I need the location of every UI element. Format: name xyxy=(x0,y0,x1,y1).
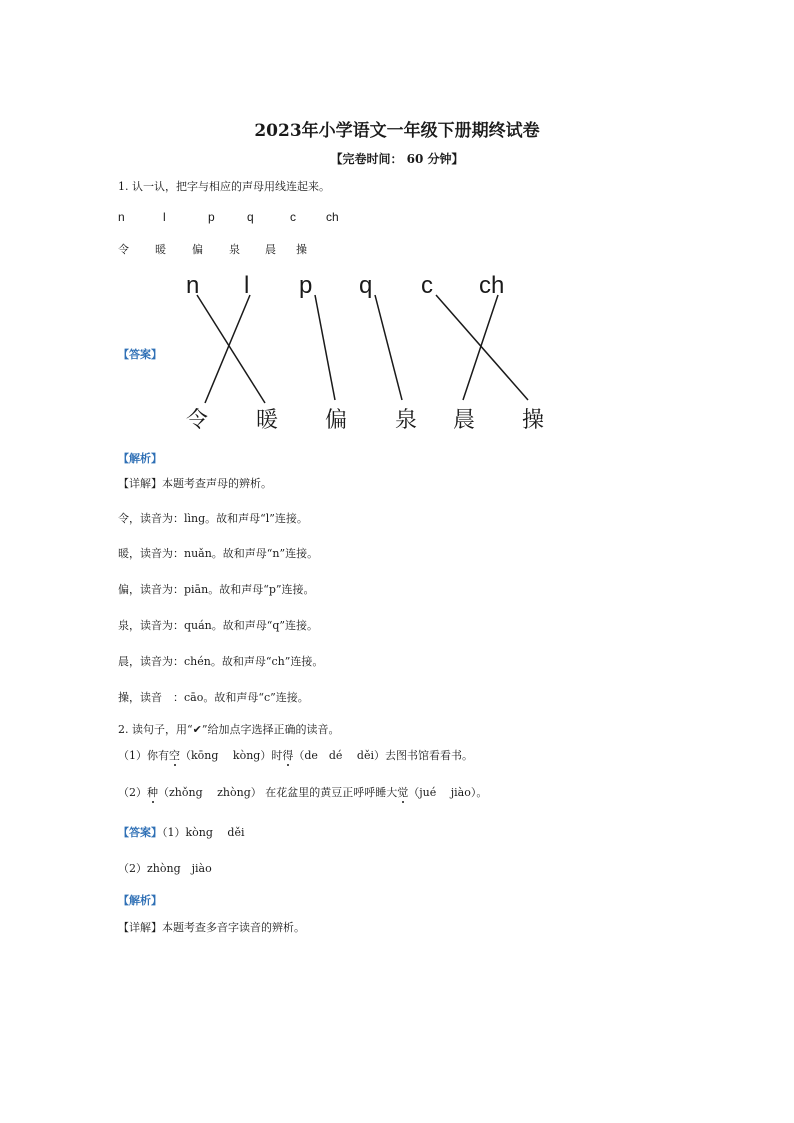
match-line-p-pian xyxy=(315,295,335,400)
explanation-quan: 泉，读音为：quán。故和声母“q”连接。 xyxy=(118,619,319,632)
figure-char-chen: 晨 xyxy=(453,407,476,432)
letter-l: l xyxy=(163,210,166,224)
char-cao: 操 xyxy=(296,243,307,256)
emphasized-char-zhong: 种 xyxy=(147,786,158,799)
answer-tag-1: 【答案】 xyxy=(118,348,162,361)
letter-c: c xyxy=(290,210,296,224)
explanation-ling: 令，读音为：lìng。故和声母“l”连接。 xyxy=(118,512,308,525)
char-ling: 令 xyxy=(118,243,129,256)
match-line-q-quan xyxy=(375,295,402,400)
detail-2: 【详解】本题考查多音字读音的辨析。 xyxy=(118,921,305,934)
figure-char-quan: 泉 xyxy=(395,407,418,432)
match-line-l-ling xyxy=(205,295,250,403)
page-title: 2023年小学语文一年级下册期终试卷 xyxy=(254,121,540,141)
emphasized-char-jiao: 觉 xyxy=(397,786,409,799)
answer-2-line-1: 【答案】（1）kòng děi xyxy=(118,826,245,839)
explanation-chen: 晨，读音为：chén。故和声母“ch”连接。 xyxy=(118,655,324,668)
char-pian: 偏 xyxy=(192,243,203,256)
letter-p: p xyxy=(208,210,215,224)
char-chen: 晨 xyxy=(265,243,276,256)
figure-char-pian: 偏 xyxy=(325,407,348,432)
question-2-prompt: 2. 读句子，用“✔”给加点字选择正确的读音。 xyxy=(118,723,340,736)
match-line-ch-chen xyxy=(463,295,498,400)
char-quan: 泉 xyxy=(229,243,240,256)
figure-letter-l: l xyxy=(244,272,250,299)
figure-char-ling: 令 xyxy=(186,407,209,432)
question-1-prompt: 1. 认一认，把字与相应的声母用线连起来。 xyxy=(118,180,330,193)
match-line-n-nuan xyxy=(197,295,265,403)
question-1-letters xyxy=(0,210,794,226)
question-2-sentence-2: （2）种（zhǒng zhòng） 在花盆里的黄豆正呼呼睡大觉（jué jiào）。 xyxy=(118,786,488,799)
answer-matching-figure xyxy=(170,265,570,440)
analysis-tag-1: 【解析】 xyxy=(118,452,162,465)
question-1-characters xyxy=(0,241,794,257)
figure-letter-c: c xyxy=(421,272,433,299)
answer-2-line-2: （2）zhòng jiào xyxy=(118,862,212,875)
figure-letter-p: p xyxy=(299,272,313,299)
letter-q: q xyxy=(247,210,254,224)
explanation-nuan: 暖，读音为：nuǎn。故和声母“n”连接。 xyxy=(118,547,319,560)
explanation-pian: 偏，读音为：piān。故和声母“p”连接。 xyxy=(118,583,315,596)
char-nuan: 暖 xyxy=(155,243,166,256)
letter-ch: ch xyxy=(326,210,339,224)
match-line-c-cao xyxy=(436,295,528,400)
letter-n: n xyxy=(118,210,125,224)
answer-tag-2: 【答案】 xyxy=(118,826,162,839)
figure-letter-q: q xyxy=(359,272,373,299)
explanation-cao: 操，读音 ：cāo。故和声母“c”连接。 xyxy=(118,691,309,704)
figure-letter-n: n xyxy=(186,272,200,299)
figure-char-nuan: 暖 xyxy=(256,407,279,432)
question-2-sentence-1: （1）你有空（kōng kòng）时得（de dé děi）去图书馆看看书。 xyxy=(118,749,473,762)
figure-char-cao: 操 xyxy=(522,407,545,432)
figure-letter-ch: ch xyxy=(479,272,505,299)
detail-1: 【详解】本题考查声母的辨析。 xyxy=(118,477,272,490)
emphasized-char-de: 得 xyxy=(282,749,294,762)
analysis-tag-2: 【解析】 xyxy=(118,894,162,907)
emphasized-char-kong: 空 xyxy=(169,749,180,762)
exam-duration: 【完卷时间： 60 分钟】 xyxy=(330,152,464,166)
